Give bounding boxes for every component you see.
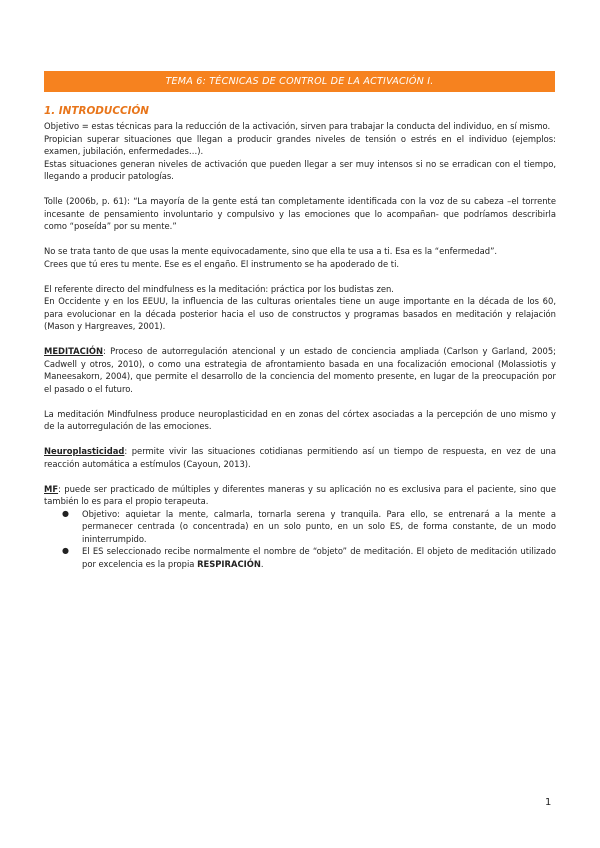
bullet-icon: ● (62, 546, 69, 555)
paragraph-tolle-quote: Tolle (2006b, p. 61): “La mayoría de la gente está tan completamente identificada con la voz de su cabeza –el torrente incesante de pensamiento involuntario y compulsivo y las emociones que lo acompañan- que podríamos describirla como “poseída” por su mente.” (44, 196, 556, 231)
paragraph-mf (44, 483, 556, 508)
section-heading: 1. INTRODUCCIÓN (44, 105, 149, 117)
paragraph-mente: No se trata tanto de que usas la mente equivocadamente, sino que ella te usa a ti. Esa es la “enfermedad”. (44, 246, 498, 256)
chapter-title: TEMA 6: TÉCNICAS DE CONTROL DE LA ACTIVACIÓN I. (165, 76, 434, 87)
list-item-emphasis: RESPIRACIÓN (197, 558, 261, 569)
list-item-text: Objetivo: aquietar la mente, calmarla, tornarla serena y tranquila. Para ello, se entrenará a la mente a permanecer centrada (o concentrada) en un solo punto, en un solo ES, de forma constante, de un modo ininterrumpido. (82, 508, 556, 544)
paragraph-engano: Crees que tú eres tu mente. Ese es el engaño. El instrumento se ha apoderado de ti. (44, 258, 400, 269)
bullet-icon: ● (62, 508, 69, 518)
list-item-tail: . (260, 558, 264, 569)
chapter-title-banner (44, 71, 555, 92)
paragraph-occidente: En Occidente y en los EEUU, la influencia de las culturas orientales tiene un auge importante en la década de los 60, para evolucionar en la década posterior hacia el uso de constructos y programas basados en meditación y relajación (Mason y Hargreaves, 2001). (44, 296, 556, 331)
bullet-list (44, 508, 556, 571)
term-meditacion: MEDITACIÓN (44, 346, 104, 356)
list-item-text: El ES seleccionado recibe normalmente el nombre de “objeto” de meditación. El objeto de meditación utilizado por excelencia es la propia (82, 546, 556, 569)
list-item (44, 508, 556, 546)
paragraph-neuroplasticidad (44, 445, 556, 470)
paragraph-meditacion (44, 345, 556, 395)
paragraph-objetivo: Objetivo = estas técnicas para la reducción de la activación, sirven para trabajar la conducta del individuo, en sí mismo. (44, 121, 551, 131)
term-neuroplasticidad: Neuroplasticidad (44, 446, 125, 456)
paragraph-propician: Propician superar situaciones que llegan a producir grandes niveles de tensión o estrés en el individuo (ejemplos: examen, jubilación, enfermedades…). (44, 133, 556, 156)
paragraph-referente: El referente directo del mindfulness es la meditación: práctica por los budistas zen. (44, 283, 394, 294)
definition-meditacion: : Proceso de autorregulación atencional y un estado de conciencia ampliada (Carlson y Garland, 2005; Cadwell y otros, 2010), o como una estrategia de afrontamiento basada en una focalización emocional (Molassiotis y Maneesakorn, 2004), que permite el desarrollo de la conciencia del momento presente, en lugar de la preocupación por el pasado o el futuro. (44, 346, 556, 394)
list-item (44, 545, 556, 570)
document-body (44, 105, 556, 570)
page-number: 1 (545, 797, 552, 808)
definition-neuroplasticidad: : permite vivir las situaciones cotidianas permitiendo así un tiempo de respuesta, en vez de una reacción automática a estímulos (Cayoun, 2013). (44, 446, 556, 469)
term-mf: MF (44, 483, 59, 494)
definition-mf: : puede ser practicado de múltiples y diferentes maneras y su aplicación no es exclusiva para el paciente, sino que también lo es para el propio terapeuta. (44, 483, 556, 506)
paragraph-neuroplasticidad-zonas: La meditación Mindfulness produce neuroplasticidad en en zonas del córtex asociadas a la percepción de uno mismo y de la autorregulación de las emociones. (44, 408, 556, 431)
paragraph-situaciones: Estas situaciones generan niveles de activación que pueden llegar a ser muy intensos si no se erradican con el tiempo, llegando a producir patologías. (44, 158, 556, 181)
